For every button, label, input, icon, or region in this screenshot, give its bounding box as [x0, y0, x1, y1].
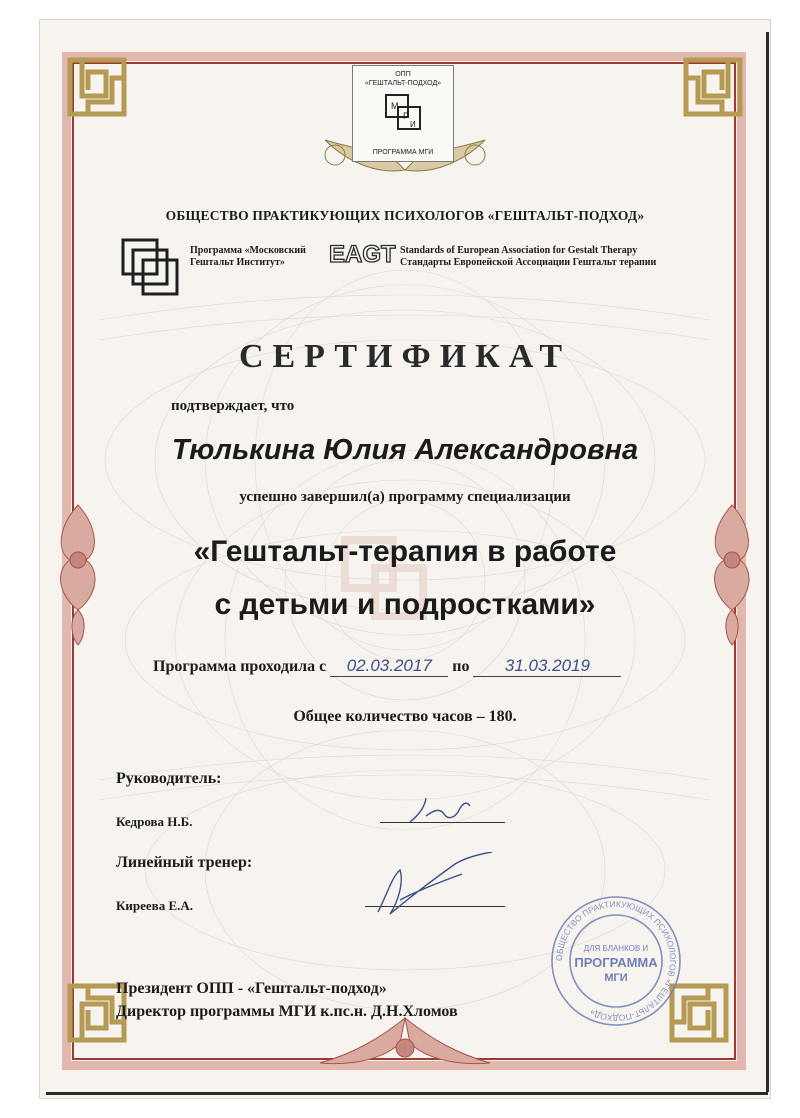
emblem-line-1: ОПП — [395, 71, 411, 78]
trainer-label: Линейный тренер: — [116, 854, 253, 871]
corner-ornament-top-right — [682, 56, 744, 118]
head-signature — [400, 792, 480, 828]
eagt-logo — [326, 239, 396, 267]
period-start-date: 02.03.2017 — [330, 656, 448, 677]
corner-ornament-top-left — [66, 56, 128, 118]
eagt-line-2: Стандарты Европейской Ассоциации Гештальт терапии — [400, 257, 657, 268]
recipient-name: Тюлькина Юлия Александровна — [171, 434, 639, 466]
stamp-center-main: ПРОГРАММА — [574, 955, 658, 970]
stamp-ring-text: ОБЩЕСТВО ПРАКТИКУЮЩИХ ПСИХОЛОГОВ «ГЕШТАЛЬТ-ПОДХОД» — [553, 898, 679, 1024]
trainer-name: Киреева Е.А. — [116, 898, 194, 913]
emblem-box — [352, 65, 454, 162]
eagt-line-1: Standards of European Association for Gestalt Therapy — [400, 245, 638, 256]
official-stamp — [548, 893, 684, 1029]
eagt-caption — [400, 245, 656, 269]
scan-edge-bottom — [46, 1092, 768, 1095]
period-end-date: 31.03.2019 — [473, 656, 621, 677]
program-mgi-caption — [190, 245, 306, 269]
trainer-signature — [370, 852, 500, 922]
certificate-title: СЕРТИФИКАТ — [238, 338, 572, 375]
program-mgi-line-1: Программа «Московский — [190, 245, 306, 256]
program-mgi-line-2: Гештальт Институт» — [190, 257, 285, 268]
bottom-leaf-ornament — [295, 1008, 515, 1078]
period-middle: по — [452, 658, 470, 675]
total-hours: Общее количество часов – 180. — [293, 708, 517, 725]
program-title-line-2: с детьми и подростками» — [214, 588, 596, 621]
stamp-center-top: ДЛЯ БЛАНКОВ И — [583, 944, 649, 953]
head-label: Руководитель: — [116, 770, 222, 787]
certificate-sheet — [40, 20, 770, 1098]
program-title-line-1: «Гештальт-терапия в работе — [193, 535, 617, 568]
completed-text: успешно завершил(а) программу специализации — [239, 489, 571, 505]
stamp-center-bottom: МГИ — [604, 972, 628, 984]
president-line-2: Директор программы МГИ к.пс.н. Д.Н.Хломов — [116, 1003, 458, 1020]
mgi-emblem-logo — [383, 92, 423, 132]
emblem-line-2: «ГЕШТАЛЬТ-ПОДХОД» — [364, 80, 442, 87]
head-name: Кедрова Н.Б. — [116, 814, 193, 829]
emblem-line-3: ПРОГРАММА МГИ — [372, 149, 434, 156]
mgi-logo — [119, 236, 183, 300]
program-period — [153, 656, 621, 677]
scan-edge-right — [766, 32, 769, 1092]
emblem-letter-i: И — [410, 120, 416, 129]
program-title — [40, 525, 770, 631]
confirms-text: подтверждает, что — [171, 398, 295, 414]
period-prefix: Программа проходила с — [153, 658, 327, 675]
organization-name: ОБЩЕСТВО ПРАКТИКУЮЩИХ ПСИХОЛОГОВ «ГЕШТАЛЬТ-ПОДХОД» — [165, 208, 645, 223]
emblem-letter-g: Г — [403, 111, 408, 121]
emblem-letter-m: М — [391, 101, 399, 111]
president-line-1: Президент ОПП - «Гештальт-подход» — [116, 980, 387, 997]
eagt-logo-text: EAGT — [329, 241, 396, 267]
